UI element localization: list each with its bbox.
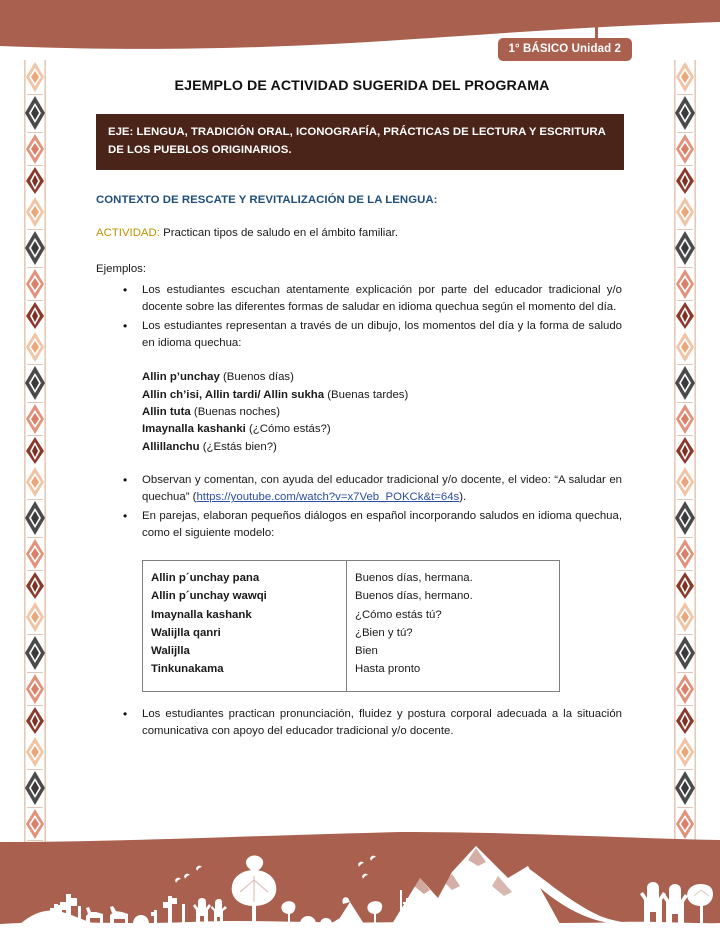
activity-text: Practican tipos de saludo en el ámbito familiar.: [159, 226, 399, 239]
greeting-term: Imaynalla kashanki: [142, 423, 246, 436]
unit-badge: 1° BÁSICO Unidad 2: [498, 38, 632, 61]
greeting-row: [142, 404, 624, 421]
greeting-row: [142, 369, 624, 386]
greeting-term: Allillanchu: [142, 440, 200, 453]
bullet-list-top: [96, 282, 624, 352]
page-title: EJEMPLO DE ACTIVIDAD SUGERIDA DEL PROGRAMA: [174, 78, 550, 94]
bullet-list-bottom: [96, 706, 624, 741]
greeting-gloss: (Buenos días): [219, 371, 294, 384]
spanish-column: [347, 561, 560, 692]
dialogue-table-wrapper: [142, 560, 560, 692]
examples-label: Ejemplos:: [96, 263, 147, 276]
spanish-line: ¿Cómo estás tú?: [355, 608, 442, 621]
greeting-row: [142, 421, 624, 438]
activity-line: [96, 225, 624, 242]
table-row: [143, 561, 560, 692]
quechua-line: Allin p´unchay wawqi: [151, 590, 267, 603]
spanish-line: Hasta pronto: [355, 662, 421, 675]
left-textile-border: [22, 60, 48, 870]
right-textile-border: [672, 60, 698, 870]
eje-banner: EJE: LENGUA, TRADICIÓN ORAL, ICONOGRAFÍA, PRÁCTICAS DE LECTURA Y ESCRITURA DE LOS PUEBLOS ORIGINARIOS.: [96, 114, 624, 170]
greeting-gloss: (¿Cómo estás?): [245, 423, 331, 436]
greeting-term: Allin p’unchay: [142, 371, 220, 384]
spanish-line: Buenos días, hermano.: [355, 590, 473, 603]
quechua-line: Walijlla: [151, 644, 190, 657]
greeting-term: Allin ch’isi, Allin tardi/ Allin sukha: [142, 388, 325, 401]
list-item: • Los estudiantes practican pronunciación, fluidez y postura corporal adecuada a la situación comunicativa con apoyo del educador tradicional y/o docente.: [96, 706, 624, 741]
greeting-gloss: (¿Estás bien?): [199, 440, 277, 453]
section-heading: CONTEXTO DE RESCATE Y REVITALIZACIÓN DE LA LENGUA:: [96, 193, 438, 206]
greeting-gloss: (Buenas noches): [190, 406, 281, 419]
video-bullet-before: Observan y comentan, con ayuda del educador tradicional y/o docente, el video: “A saludar en quechua” (: [142, 474, 622, 504]
quechua-line: Imaynalla kashank: [151, 608, 252, 621]
footer-landscape-illustration: [0, 832, 720, 932]
list-item: • En parejas, elaboran pequeños diálogos en español incorporando saludos en idioma quechua, como el siguiente modelo:: [96, 508, 624, 543]
dialogue-table: [142, 560, 560, 692]
activity-label: ACTIVIDAD:: [96, 226, 160, 239]
quechua-line: Tinkunakama: [151, 662, 224, 675]
list-item: • Los estudiantes escuchan atentamente explicación por parte del educador tradicional y/o docente sobre las diferentes formas de saludar en idioma quechua según el momento del día.: [96, 282, 624, 317]
quechua-line: Allin p´unchay pana: [151, 572, 260, 585]
quechua-line: Walijlla qanri: [151, 626, 221, 639]
greeting-row: [142, 387, 624, 404]
spanish-line: ¿Bien y tú?: [355, 626, 413, 639]
spanish-line: Bien: [355, 644, 378, 657]
list-item-video: [96, 472, 624, 507]
greeting-term: Allin tuta: [142, 406, 191, 419]
youtube-link[interactable]: https://youtube.com/watch?v=x7Veb_POKCk&t=64s: [196, 491, 460, 504]
greetings-block: [96, 369, 624, 456]
quechua-column: [143, 561, 347, 692]
list-item: • Los estudiantes representan a través de un dibujo, los momentos del día y la forma de saludo en idioma quechua:: [96, 318, 624, 353]
video-bullet-after: ).: [459, 491, 467, 504]
greeting-gloss: (Buenas tardes): [324, 388, 409, 401]
greeting-row: [142, 439, 624, 456]
spanish-line: Buenos días, hermana.: [355, 572, 473, 585]
bullet-list-mid: [96, 472, 624, 542]
